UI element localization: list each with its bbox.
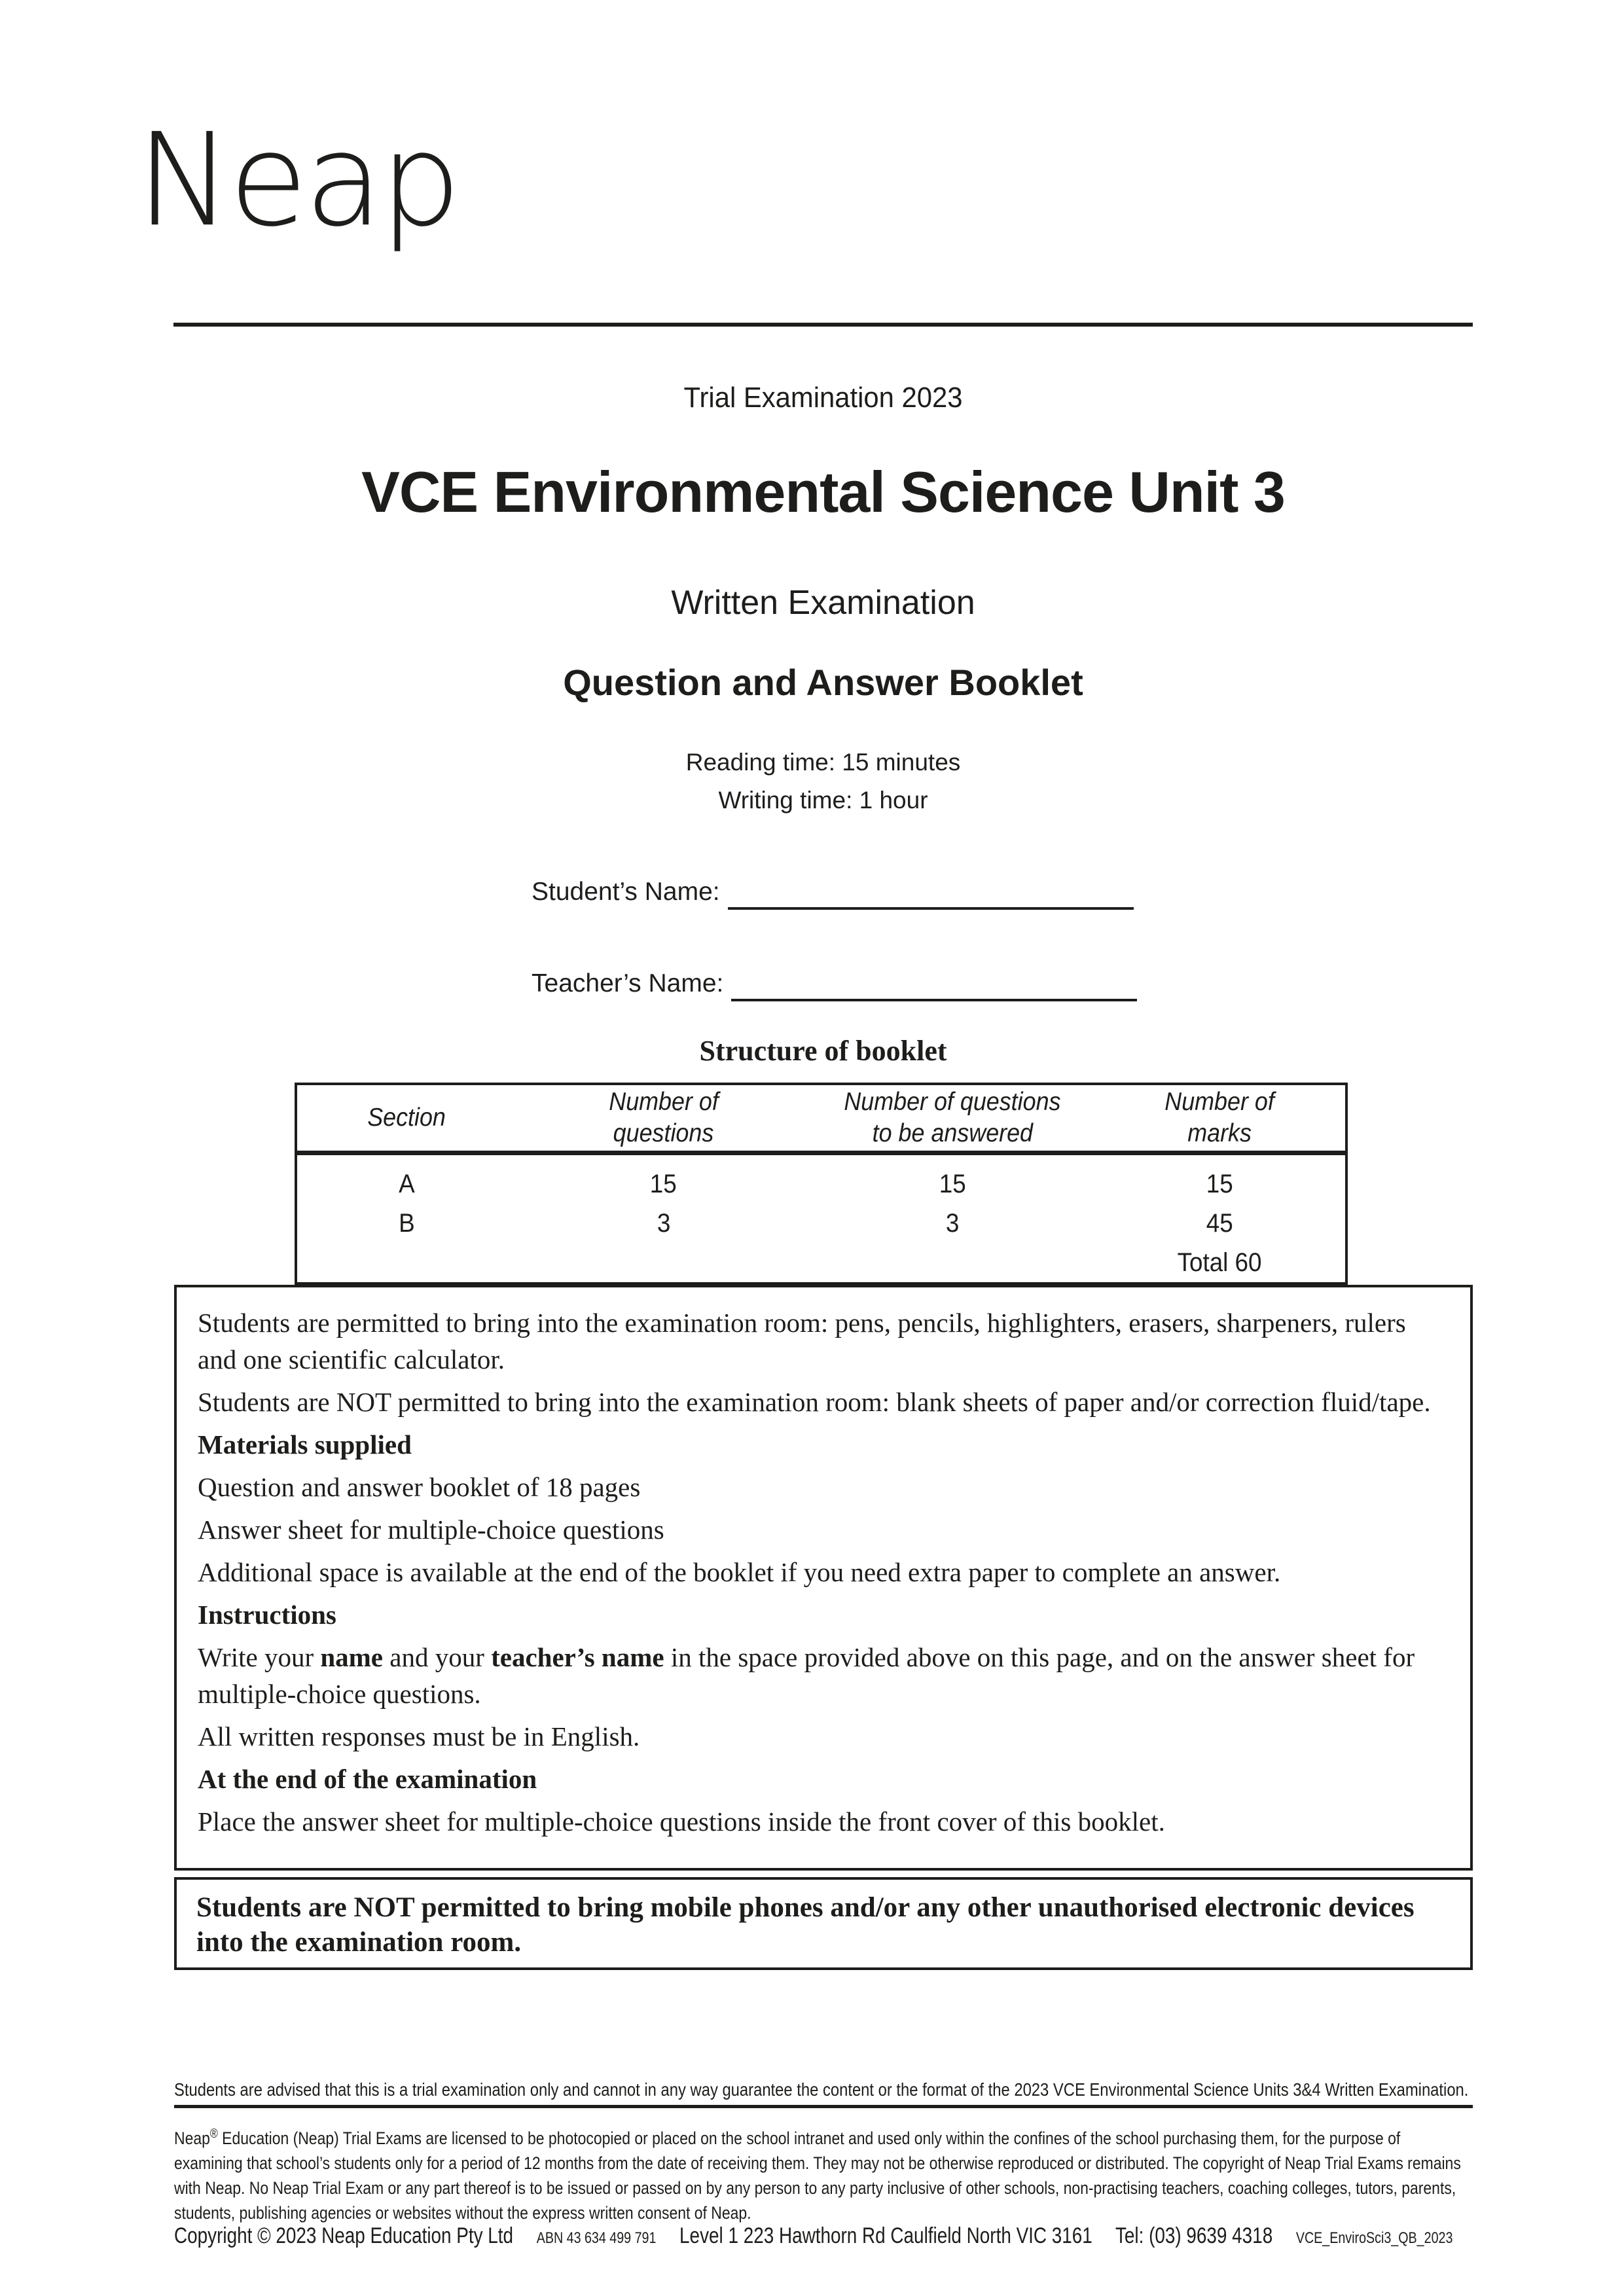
col-header-num-questions: Number of questions — [516, 1084, 810, 1153]
copyright-line — [174, 2221, 1623, 2253]
mobile-phones-warning-box — [174, 1877, 1473, 1970]
footer-rule — [174, 2105, 1473, 2108]
student-name-row — [532, 874, 1134, 910]
abn-text: ABN 43 634 499 791 — [536, 2229, 657, 2247]
table-row-section-a — [296, 1153, 1346, 1204]
structure-table-header-row — [296, 1084, 1346, 1153]
instructions-box — [174, 1285, 1473, 1871]
name-bold: name — [320, 1642, 383, 1672]
materials-item-booklet: Question and answer booklet of 18 pages — [198, 1472, 641, 1502]
header-rule — [173, 323, 1473, 327]
exam-times — [173, 744, 1473, 819]
teacher-name-row — [532, 966, 1137, 1001]
neap-logo: Neap — [136, 106, 458, 255]
booklet-type: Question and Answer Booklet — [563, 662, 1083, 703]
teacher-name-line[interactable] — [731, 966, 1137, 1001]
col-header-num-marks: Number of marks — [1094, 1084, 1346, 1153]
table-row-total — [296, 1243, 1346, 1283]
student-name-label: Student’s Name: — [532, 878, 720, 906]
materials-supplied-heading: Materials supplied — [198, 1429, 412, 1460]
exam-title: VCE Environmental Science Unit 3 — [361, 459, 1285, 524]
registered-trademark-symbol: ® — [209, 2127, 218, 2141]
cell-b-questions: 3 — [657, 1208, 670, 1238]
cell-section-b: B — [399, 1208, 415, 1238]
teachers-name-bold: teacher’s name — [491, 1642, 664, 1672]
license-text: Education (Neap) Trial Exams are licensed to be photocopied or placed on the school intranet and used only within the confines of the school purchasing them, for the purpose of examining that school’s students only for a period of 12 months from the date of receiving them. They may not be otherwise reproduced or distributed. The copyright of Neap Trial Exams remains with Neap. No Neap Trial Exam or any part thereof is to be issued or passed on by any person to any party inclusive of other schools, non-practising teachers, coaching colleges, tutors, parents, students, publishing agencies or websites without the express written consent of Neap. — [174, 2128, 1461, 2223]
writing-time: Writing time: 1 hour — [718, 787, 928, 814]
cell-section-a: A — [399, 1169, 415, 1198]
cell-total-marks: Total 60 — [1177, 1247, 1262, 1277]
document-code: VCE_EnviroSci3_QB_2023 — [1295, 2229, 1453, 2247]
cell-b-answered: 3 — [945, 1208, 960, 1238]
address-text: Level 1 223 Hawthorn Rd Caulfield North VIC 3161 — [679, 2223, 1092, 2248]
structure-heading: Structure of booklet — [699, 1035, 947, 1067]
cell-a-marks: 15 — [1206, 1169, 1233, 1198]
teacher-name-label: Teacher’s Name: — [532, 969, 724, 997]
materials-item-additional-space: Additional space is available at the end of the booklet if you need extra paper to complete an answer. — [198, 1557, 1281, 1587]
exam-series: Trial Examination 2023 — [683, 382, 963, 414]
mobile-phones-warning-text: Students are NOT permitted to bring mobile phones and/or any other unauthorised electronic devices into the examination room. — [196, 1892, 1415, 1958]
table-row-section-b — [296, 1204, 1346, 1243]
instructions-heading: Instructions — [198, 1600, 336, 1630]
exam-subtitle: Written Examination — [671, 584, 975, 622]
license-neap: Neap — [174, 2128, 210, 2148]
col-header-num-answered: Number of questions to be answered — [810, 1084, 1094, 1153]
not-permitted-items-text: Students are NOT permitted to bring into the examination room: blank sheets of paper and/or correction fluid/tape. — [198, 1387, 1431, 1417]
license-paragraph — [174, 2122, 1473, 2225]
telephone-text: Tel: (03) 9639 4318 — [1115, 2223, 1273, 2248]
structure-table — [295, 1083, 1348, 1285]
col-header-section: Section — [296, 1084, 516, 1153]
cell-a-questions: 15 — [650, 1169, 677, 1198]
end-of-examination-instruction: Place the answer sheet for multiple-choice questions inside the front cover of this booklet. — [198, 1806, 1165, 1837]
materials-item-answer-sheet: Answer sheet for multiple-choice questions — [198, 1515, 664, 1545]
copyright-text: Copyright © 2023 Neap Education Pty Ltd — [174, 2223, 514, 2248]
permitted-items-text: Students are permitted to bring into the examination room: pens, pencils, highlighters, erasers, sharpeners, rulers and one scientific calculator. — [198, 1308, 1406, 1374]
end-of-examination-heading: At the end of the examination — [198, 1764, 537, 1794]
write-name-instruction: Write your name and your teacher’s name in the space provided above on this page, and on the answer sheet for multiple-choice questions. — [198, 1642, 1415, 1709]
cell-a-answered: 15 — [939, 1169, 966, 1198]
english-responses-instruction: All written responses must be in English. — [198, 1721, 640, 1751]
advisory-note: Students are advised that this is a trial examination only and cannot in any way guarantee the content or the format of the 2023 VCE Environmental Science Units 3&4 Written Examination. — [174, 2079, 1469, 2100]
cell-b-marks: 45 — [1206, 1208, 1233, 1238]
student-name-line[interactable] — [728, 874, 1134, 910]
reading-time: Reading time: 15 minutes — [685, 749, 961, 776]
